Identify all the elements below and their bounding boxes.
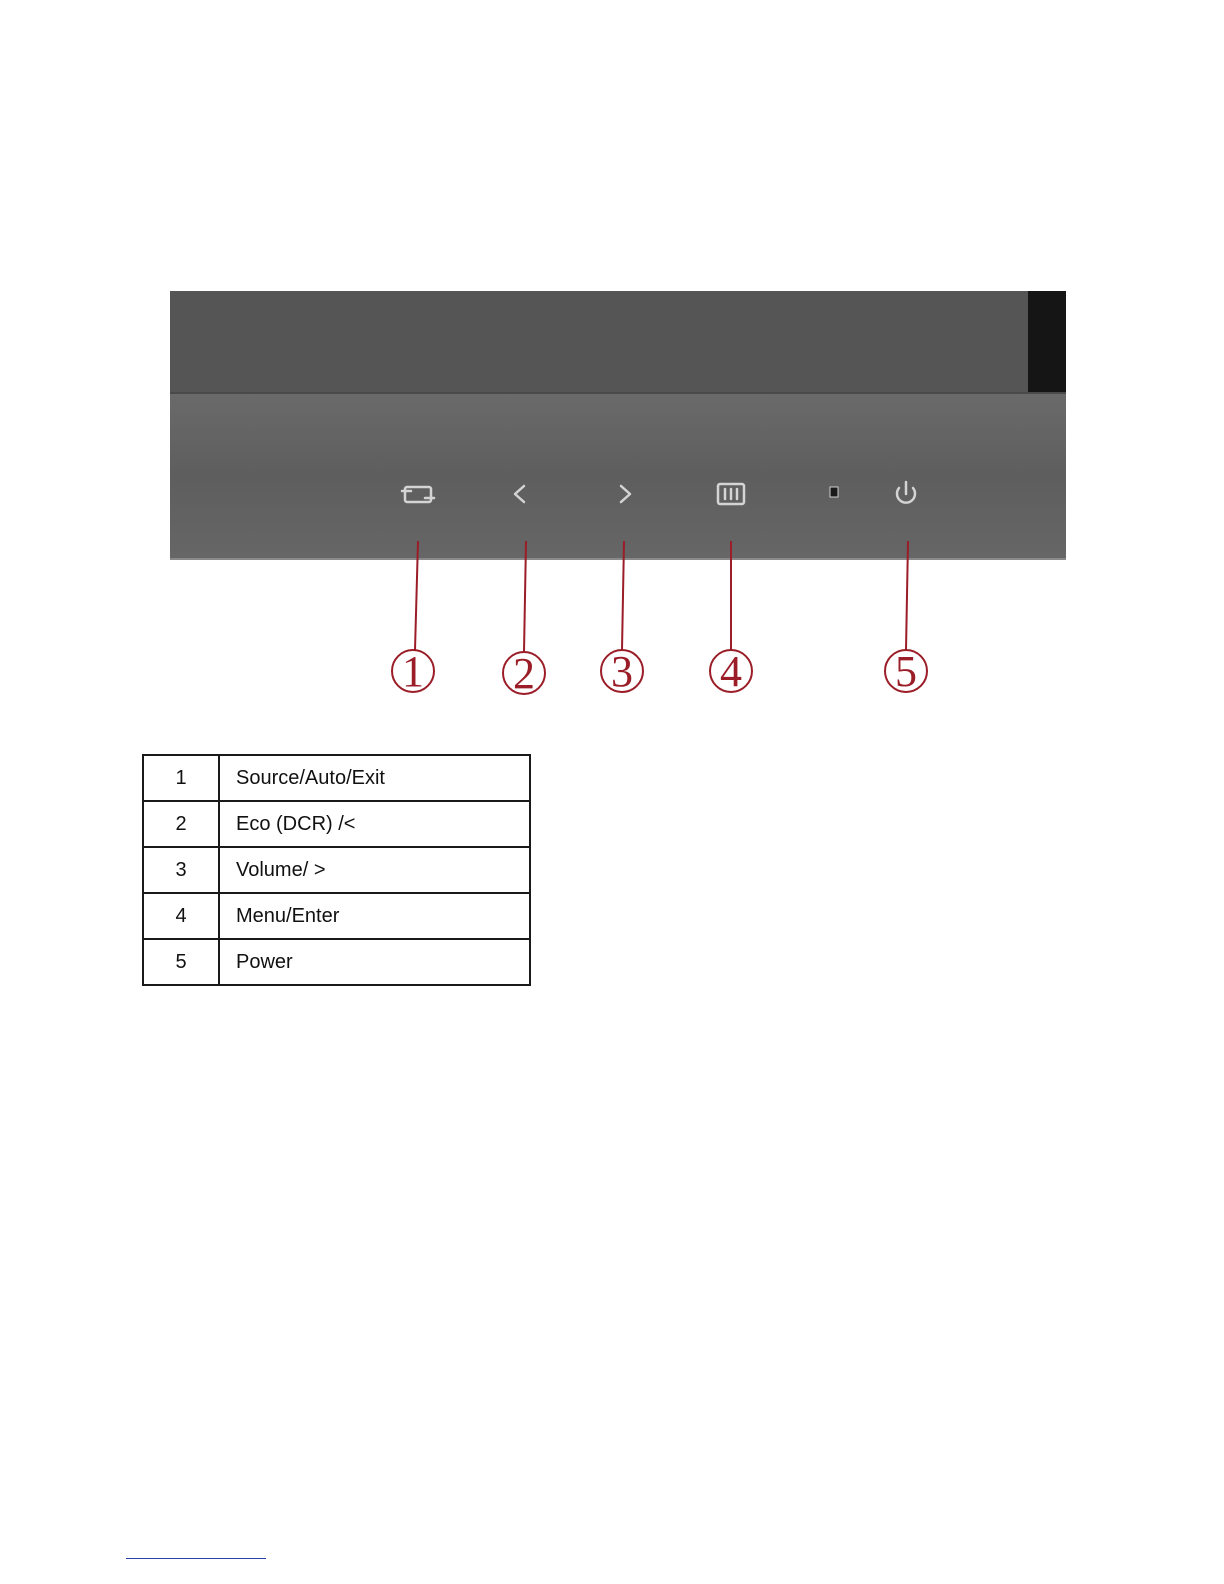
legend-number: 1 [143,755,219,801]
legend-label: Source/Auto/Exit [219,755,530,801]
callout-3 [601,647,643,696]
table-row [143,755,530,801]
legend-number: 2 [143,801,219,847]
monitor-bezel-photo [0,0,1224,720]
legend-number: 5 [143,939,219,985]
callout-2 [503,649,545,698]
screen-corner [1028,291,1066,393]
legend-label: Volume/ > [219,847,530,893]
table-row [143,939,530,985]
svg-text:4: 4 [720,647,742,696]
svg-text:5: 5 [895,647,917,696]
table-row [143,847,530,893]
svg-text:2: 2 [513,649,535,698]
svg-text:3: 3 [611,647,633,696]
legend-number: 4 [143,893,219,939]
callout-4 [710,647,752,696]
power-led-indicator [830,487,838,497]
legend-label: Power [219,939,530,985]
footer-rule [126,1558,266,1559]
button-legend-table [142,754,531,986]
screen-edge [170,291,1066,393]
bezel-diagram [0,0,1224,720]
legend-label: Eco (DCR) /< [219,801,530,847]
callout-5 [885,647,927,696]
table-row [143,801,530,847]
callout-1 [392,647,434,696]
bezel-strip [170,393,1066,559]
legend-label: Menu/Enter [219,893,530,939]
legend-number: 3 [143,847,219,893]
table-row [143,893,530,939]
svg-text:1: 1 [402,647,424,696]
